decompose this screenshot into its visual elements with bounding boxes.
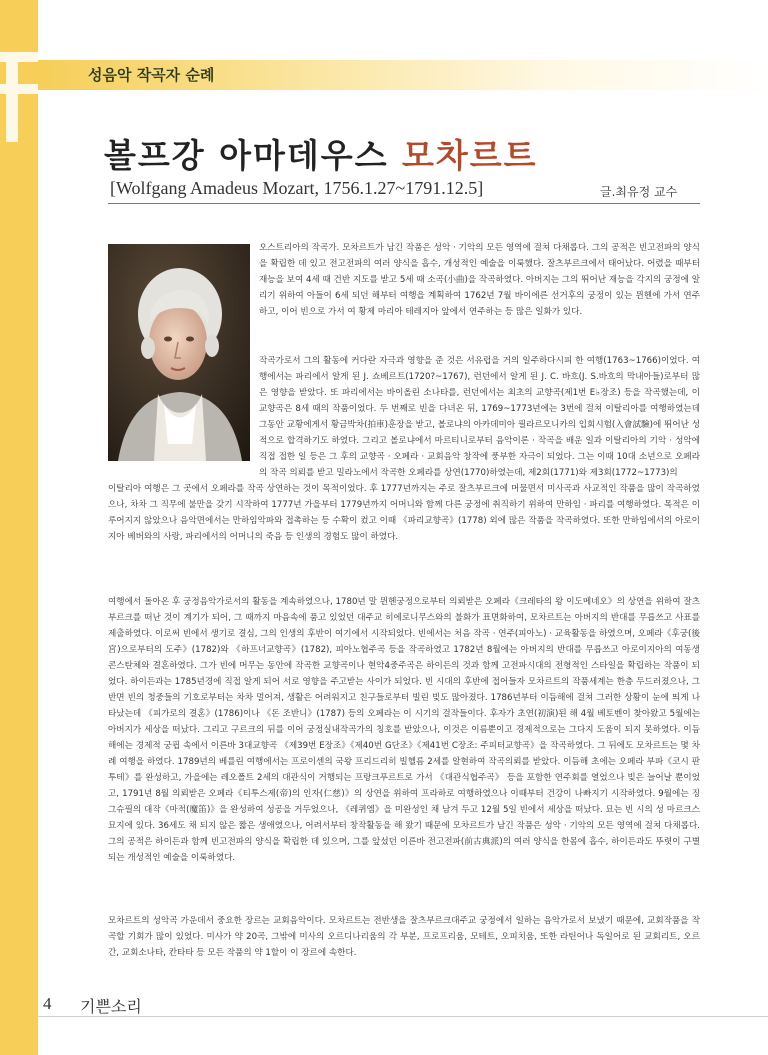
paragraph-travels — [259, 353, 700, 481]
paragraph-travels-continued: 이탈리아 여행은 그 곳에서 오페라를 작곡 상연하는 것이 목적이었다. 후 1777년까지는 주로 잘츠부르크에 머물면서 미사곡과 사교적인 작품을 많이 작곡하였으나, 차차 그 직무에 불만을 갖기 시작하여 1777년 가을부터 1779년까지 어머니와 함께 다른 궁정에 취직하기 위하여 만하임 · 파리를 여행하였다. 목적은 이루어지지 않았으나 음악면에서는 만하임악파와 접촉하는 등 수확이 컸고 이때 《파리교향곡》(1778) 외에 많은 작품을 작곡하였다. 또한 만하임에서의 아로이지아 베버와의 사랑, 파리에서의 어머니의 죽음 등 인생의 경험도 많이 하였다. — [108, 484, 700, 542]
mozart-portrait — [108, 244, 250, 461]
article-subtitle: [Wolfgang Amadeus Mozart, 1756.1.27~1791.12.5] — [110, 178, 484, 198]
article-byline: 글.최유정 교수 — [600, 185, 678, 199]
article-title-last: 모차르트 — [402, 136, 538, 175]
left-accent-stripe — [0, 0, 38, 1055]
title-divider — [108, 203, 700, 204]
section-glyph-icon — [0, 38, 62, 148]
footer-divider — [38, 1016, 768, 1017]
paragraph-vienna: 여행에서 돌아온 후 궁정음악가로서의 활동을 계속하였으나, 1780년 말 뮌헨궁정으로부터 의뢰받은 오페라《크레타의 왕 이도메네오》의 상연을 위하여 잘츠부르크를 떠난 것이 계기가 되어, 그 때까지 마음속에 품고 있었던 대주교 히에로니무스와의 불화가 표면화하여, 모차르트는 아버지의 반대를 무릅쓰고 사표를 제출하였다. 이로써 빈에서 생기로 결심, 그의 인생의 후반이 여기에서 시작되었다. 빈에서는 처음 작곡 · 연주(피아노) · 교육활동을 하였으며, 오페라《후궁(後宮)으로부터의 도주》(1782)와 《하프너교향곡》(1782), 피아노협주곡 등을 작곡하였고 1782년 8월에는 아버지의 반대를 무릅쓰고 아로이지아의 여동생 콘스탄체와 결혼하였다. 그가 빈에 머무는 동안에 작곡한 교향곡이나 현악4중주곡은 하이든의 것과 함께 고전파시대의 전형적인 스타일을 확립하는 작품이 되었다. 하이든과는 1785년경에 직접 알게 되어 서로 영향을 주고받는 사이가 되었다. 빈 시대의 후반에 접어들자 모차르트의 작품세계는 한층 두드러졌으나, 그 반면 빈의 청중들의 기호로부터는 차차 멀어져, 생활은 어려워지고 친구들로부터 빌린 빚도 많아졌다. 1786년부터 이듬해에 걸쳐 그러한 상황이 눈에 띄게 나타났는데 《피가로의 결혼》(1786)이나 《돈 조반니》(1787) 등의 오페라는 이 시기의 걸작들이다. 후자가 초연(初演)된 해 4월 베토벤이 찾아왔고 5월에는 아버지가 세상을 떠났다. 그리고 구르크의 뒤를 이어 궁정실내작곡가의 칭호를 받았으나, 이것은 이름뿐이고 경제적으로는 그다지 도움이 되지 못하였다. 이듬해에는 경제적 궁핍 속에서 이른바 3대교향곡 《제39번 E장조》《제40번 G단조》《제41번 C장조: 주피터교향곡》을 작곡하였다. 그 뒤에도 모차르트는 몇 차례 여행을 하였다. 1789년의 베를린 여행에서는 프로이센의 국왕 프리드리히 빌헬름 2세를 알현하여 작곡의뢰를 받았다. 이듬해 초에는 오페라 부파《코시 판 투테》를 완성하고, 가을에는 레오폴트 2세의 대관식이 거행되는 프랑크푸르트로 가서 《대관식협주곡》 등을 포함한 연주회를 열었으나 빚은 늘어날 뿐이었고, 1791년 8월 의뢰받은 오페라《티투스제(帝)의 인자(仁慈)》의 상연을 위하여 프라하로 여행하였으나 이때부터 건강이 나빠지기 시작하였다. 9월에는 징그슈필의 대작《마적(魔笛)》을 완성하여 성공을 거두었으나, 《레퀴엠》을 미완성인 채 남겨 두고 12월 5일 빈에서 세상을 떠났다. 묘는 빈 시의 성 마르크스 묘지에 있다. 36세도 채 되지 않은 짧은 생애였으나, 어려서부터 창작활동을 해 왔기 때문에 모차르트가 남긴 작품은 성악 · 기악의 모든 영역에 걸쳐 다채롭다. 그의 공적은 하이든과 함께 빈고전파의 양식을 확립한 데 있으며, 그를 앞섰던 이른바 전고전파(前古典派)의 여러 양식을 한몸에 흡수, 하이든과도 뚜렷이 구별되는 개성적인 예술을 이룩하였다. — [108, 597, 700, 863]
magazine-name: 기쁜소리 — [80, 997, 142, 1016]
page-number: 4 — [43, 994, 52, 1013]
section-title: 성음악 작곡자 순례 — [88, 66, 215, 84]
paragraph-intro: 오스트리아의 작곡가. 모차르트가 남긴 작품은 성악 · 기악의 모든 영역에 걸쳐 다채롭다. 그의 공적은 빈고전파의 양식을 확립한 데 있고 전고전파의 여러 양식을 흡수, 개성적인 예술을 이룩했다. 잘츠부르크에서 태어났다. 어렸을 때부터 재능을 보여 4세 때 건반 지도를 받고 5세 때 소곡(小曲)을 작곡하였다. 아버지는 그의 뛰어난 재능을 각지의 궁정에 알리기 위하여 아들이 6세 되던 해부터 여행을 계획하여 1762년 7월 바이에른 선거후의 궁정이 있는 뮌헨에 가서 연주하고, 이어 빈으로 가서 여 황제 마리아 테레지아 앞에서 연주하는 등 많은 일화가 있다. — [259, 243, 700, 317]
article-title-first: 볼프강 아마데우스 — [104, 136, 403, 175]
article-title — [104, 130, 538, 177]
paragraph-church-music: 모차르트의 성악곡 가운데서 중요한 장르는 교회음악이다. 모차르트는 전반생을 잘츠부르크대주교 궁정에서 일하는 음악가로서 보냈기 때문에, 교회작품을 작곡할 기회가 많이 있었다. 미사가 약 20곡, 그밖에 미사의 오르디나리움의 각 부분, 프로프리움, 모테트, 오피치움, 또한 라틴어나 독일어로 된 교회리트, 오르간, 교회소나타, 칸타타 등 모든 작품의 약 1할이 이 장르에 속한다. — [108, 916, 700, 958]
paragraph-travels-text: 작곡가로서 그의 활동에 커다란 자극과 영향을 준 것은 서유럽을 거의 일주하다시피 한 여행(1763~1766)이었다. 여행에서는 파리에서 알게 된 J. 쇼베르트(1720?~1767), 런던에서 알게 된 J. C. 바흐(J. S.바흐의 막내아들)로부터 많은 영향을 받았다. 또 파리에서는 바이올린 소나타를, 런던에서는 최초의 교향곡(제1번 E♭장조) 등을 작곡했는데, 이 교향곡은 8세 때의 작품이었다. 두 번째로 빈을 다녀온 뒤, 1769~1773년에는 3번에 걸쳐 이탈리아를 여행하였는데 그동안 교황에게서 황금박차(拍車)훈장을 받고, 볼로냐의 아카데미아 필라르모니카의 입회시험(入會試驗)에 뛰어난 성적으로 합격하기도 하였다. 그리고 볼로냐에서 마르티니로부터 음악이론 · 작곡을 배운 일과 이탈리아의 기악 · 성악에 직접 접한 일 등은 그 후의 교향곡 · 오페라 · 교회음악 창작에 풍부한 자극이 되었다. 그는 이때 10대 소년으로 오페라의 작곡 의뢰를 받고 밀라노에서 작곡한 오페라를 상연(1770)하였는데, 제2회(1771)와 제3회(1772~1773)의 — [259, 356, 700, 478]
